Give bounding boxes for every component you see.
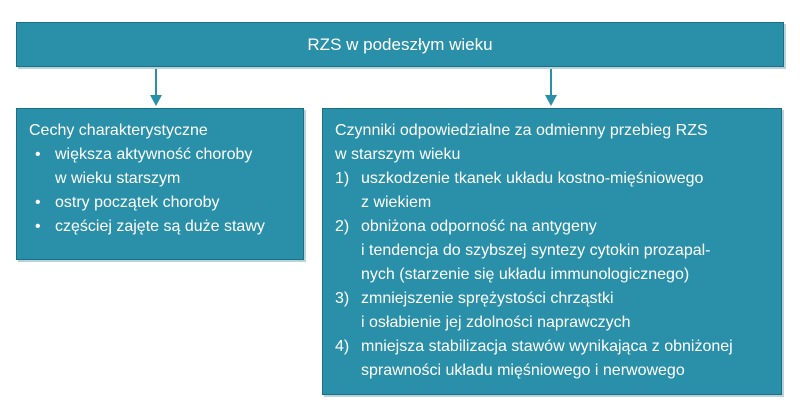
list-item-line: • większa aktywność choroby — [55, 146, 253, 163]
factors-heading-line: Czynniki odpowiedzialne za odmienny przebieg RZS — [335, 122, 708, 139]
list-item-line: uszkodzenie tkanek układu kostno-mięśniowego — [361, 170, 704, 187]
list-item — [335, 335, 771, 383]
right-arrowhead — [545, 95, 557, 106]
list-item-line: • częściej zajęte są duże stawy — [55, 218, 265, 235]
factors-box — [322, 108, 782, 395]
item-number: 4) — [335, 338, 350, 355]
left-arrowhead — [150, 95, 162, 106]
list-item — [335, 215, 771, 287]
factors-heading-line: w starszym wieku — [335, 146, 461, 163]
list-item-line: obniżona odporność na antygeny — [361, 218, 597, 235]
item-number: 1) — [335, 170, 350, 187]
list-item — [335, 287, 771, 335]
list-item-line: i osłabienie jej zdolności naprawczych — [361, 314, 631, 331]
list-item-line: w wieku starszym — [55, 170, 181, 187]
top-title: RZS w podeszłym wieku — [307, 34, 493, 54]
list-item — [29, 215, 293, 239]
factors-list — [335, 167, 771, 383]
item-number: 3) — [335, 290, 350, 307]
factors-heading — [335, 119, 771, 167]
list-item-line: mniejsza stabilizacja stawów wynikająca z obniżonej — [361, 338, 733, 355]
characteristics-heading: Cechy charakterystyczne — [29, 122, 208, 139]
list-item-line: sprawności układu mięśniowego i nerwowego — [361, 362, 685, 379]
list-item — [29, 191, 293, 215]
list-item-line: • ostry początek choroby — [55, 194, 220, 211]
list-item — [29, 143, 293, 191]
item-number: 2) — [335, 218, 350, 235]
list-item-line: z wiekiem — [361, 194, 432, 211]
characteristics-box — [16, 108, 304, 260]
list-item-line: i tendencja do szybszej syntezy cytokin prozapal- — [361, 242, 711, 259]
list-item-line: nych (starzenie się układu immunologicznego) — [361, 266, 690, 283]
top-box-title — [16, 22, 784, 67]
list-item-line: zmniejszenie sprężystości chrząstki — [361, 290, 614, 307]
list-item — [335, 167, 771, 215]
characteristics-list — [29, 143, 293, 239]
